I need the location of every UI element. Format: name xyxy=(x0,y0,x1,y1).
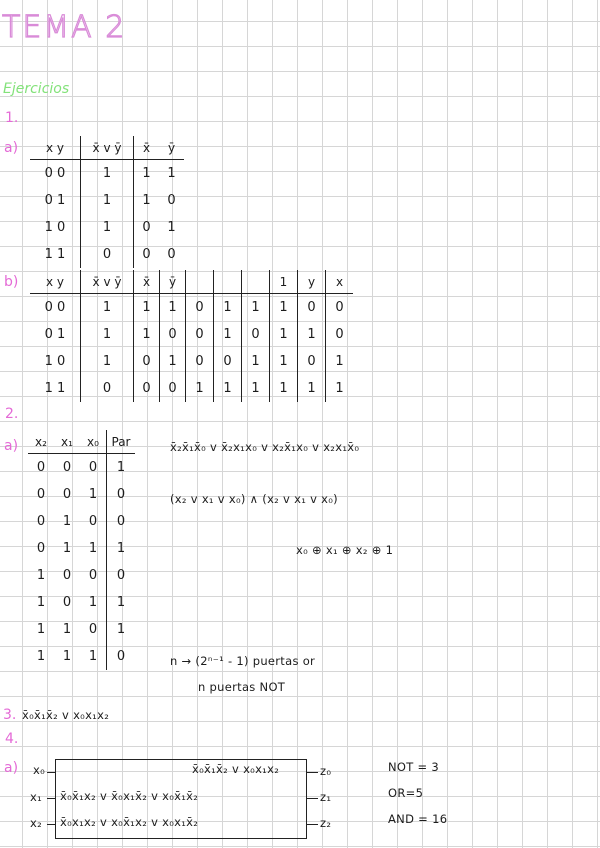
table-cell: 1 xyxy=(88,595,98,610)
table-cell: 0 xyxy=(186,321,214,348)
input-x1: x₁ xyxy=(30,790,43,804)
table-header-cell: x̄ v ȳ xyxy=(81,270,134,294)
table-cell: 0 xyxy=(134,375,160,402)
maxterm-formula: (x₂ v x₁ v x₀) ∧ (x₂ v x₁ v x₀) xyxy=(170,492,338,506)
table-cell: 1 xyxy=(167,166,176,181)
table-cell: 0 xyxy=(186,348,214,375)
table-cell: 0 xyxy=(107,481,136,508)
table-cell: 1 xyxy=(62,622,72,637)
exercise-3-number: 3. xyxy=(3,707,17,723)
table-cell: 1 xyxy=(134,321,160,348)
truth-table-1b xyxy=(30,270,353,402)
table-cell: 1 xyxy=(214,321,242,348)
table-header-cell: x y xyxy=(30,136,81,160)
output-wire-0 xyxy=(306,772,318,773)
gates-note-not: n puertas NOT xyxy=(198,680,286,694)
table-header-cell: ȳ xyxy=(159,136,184,160)
table-cell: 0 xyxy=(62,595,72,610)
table-header-cell: x̄ xyxy=(134,270,160,294)
table-row xyxy=(30,160,184,188)
table-cell: 1 xyxy=(242,294,270,322)
exercise-2a-label: a) xyxy=(4,438,19,454)
table-cell: 1 xyxy=(81,348,134,375)
table-cell: 1 xyxy=(134,187,160,214)
table-cell: 1 xyxy=(81,187,134,214)
page-title: TEMA 2 xyxy=(2,10,127,45)
table-cell: 0 xyxy=(214,348,242,375)
table-cell: 0 xyxy=(36,514,46,529)
table-cell: 0 xyxy=(134,214,160,241)
table-header-cell: Par xyxy=(107,430,136,454)
gates-note-or: n → (2ⁿ⁻¹ - 1) puertas or xyxy=(170,654,316,668)
table-cell: 0 xyxy=(88,460,98,475)
table-cell: 0 xyxy=(298,348,326,375)
table-cell: 0 xyxy=(167,247,176,262)
table-header-cell: 1 xyxy=(270,270,298,294)
circuit-expr-z1: x̄₀x̄₁x₂ v x̄₀x₁x̄₂ v x₀x̄₁x̄₂ xyxy=(60,789,199,803)
table-cell: 0 xyxy=(107,562,136,589)
table-cell: 1 xyxy=(107,616,136,643)
table-cell: 1 xyxy=(298,321,326,348)
table-cell: 1 xyxy=(107,535,136,562)
output-z0: z₀ xyxy=(320,764,332,778)
exercise-1b-label: b) xyxy=(4,274,19,290)
table-row xyxy=(28,454,135,482)
table-cell: 1 xyxy=(167,220,176,235)
table-header-cell: x̄ v ȳ xyxy=(81,136,134,160)
table-cell: 0 xyxy=(36,487,46,502)
count-not: NOT = 3 xyxy=(388,760,440,774)
table-cell: 0 xyxy=(160,375,186,402)
table-row xyxy=(30,321,353,348)
table-cell: 0 xyxy=(134,241,160,268)
table-cell: 1 xyxy=(88,649,98,664)
input-x0: x₀ xyxy=(33,763,46,777)
exercise-4a-label: a) xyxy=(4,760,19,776)
table-row xyxy=(30,294,353,322)
table-cell: 0 xyxy=(134,348,160,375)
table-cell: 1 xyxy=(186,375,214,402)
circuit-expr-z0: x̄₀x̄₁x̄₂ v x₀x₁x₂ xyxy=(192,762,280,776)
table-header-cell xyxy=(186,270,214,294)
table-cell: 0 xyxy=(36,541,46,556)
table-cell: 0 xyxy=(242,321,270,348)
table-cell: 1 xyxy=(214,294,242,322)
table-cell: 0 xyxy=(62,487,72,502)
table-cell: 1 xyxy=(270,321,298,348)
output-wire-2 xyxy=(306,824,318,825)
table-cell: 1 xyxy=(270,375,298,402)
table-cell: 1 xyxy=(81,160,134,188)
truth-table-2a xyxy=(28,430,135,670)
table-cell: 0 xyxy=(36,460,46,475)
table-header-cell xyxy=(242,270,270,294)
table-cell: 1 xyxy=(326,348,354,375)
table-row xyxy=(28,508,135,535)
table-cell: 1 0 xyxy=(44,354,66,369)
table-cell: 1 xyxy=(134,294,160,322)
table-cell: 0 xyxy=(298,294,326,322)
table-cell: 1 xyxy=(88,487,98,502)
table-row xyxy=(30,348,353,375)
table-cell: 1 xyxy=(88,541,98,556)
table-cell: 1 xyxy=(107,454,136,482)
table-cell: 1 xyxy=(62,541,72,556)
table-cell: 0 xyxy=(326,294,354,322)
exercise-3-formula: x̄₀x̄₁x̄₂ v x₀x₁x₂ xyxy=(22,708,110,722)
table-header-cell: x̄ xyxy=(134,136,160,160)
table-cell: 0 xyxy=(81,375,134,402)
exercise-2-number: 2. xyxy=(5,406,19,422)
count-and: AND = 16 xyxy=(388,812,448,826)
table-row xyxy=(28,643,135,670)
table-row xyxy=(28,562,135,589)
table-header-cell: y xyxy=(298,270,326,294)
table-cell: 0 xyxy=(186,294,214,322)
circuit-expr-z2: x̄₀x₁x₂ v x₀x̄₁x₂ v x₀x₁x̄₂ xyxy=(60,815,199,829)
table-cell: 1 xyxy=(36,649,46,664)
table-header-cell xyxy=(214,270,242,294)
table-cell: 1 xyxy=(270,348,298,375)
table-cell: 1 xyxy=(298,375,326,402)
table-cell: 1 xyxy=(242,375,270,402)
table-row xyxy=(30,214,184,241)
minterm-formula: x̄₂x̄₁x̄₀ v x̄₂x₁x₀ v x₂x̄₁x₀ v x₂x₁x̄₀ xyxy=(170,440,360,454)
table-header-cell: x₀ xyxy=(80,430,107,454)
xor-formula: x₀ ⊕ x₁ ⊕ x₂ ⊕ 1 xyxy=(296,543,394,557)
output-z1: z₁ xyxy=(320,790,332,804)
table-cell: 0 xyxy=(81,241,134,268)
table-cell: 0 xyxy=(107,508,136,535)
table-header-cell: x y xyxy=(30,270,81,294)
table-row xyxy=(28,616,135,643)
table-cell: 0 xyxy=(167,193,176,208)
table-cell: 1 xyxy=(160,294,186,322)
input-x2: x₂ xyxy=(30,816,43,830)
section-subtitle: Ejercicios xyxy=(3,81,70,97)
table-cell: 1 xyxy=(81,321,134,348)
table-cell: 1 xyxy=(62,514,72,529)
table-cell: 1 xyxy=(214,375,242,402)
table-cell: 1 0 xyxy=(44,220,66,235)
table-row xyxy=(30,375,353,402)
table-cell: 1 xyxy=(36,622,46,637)
table-cell: 1 1 xyxy=(44,381,66,396)
table-row xyxy=(30,187,184,214)
table-row xyxy=(28,535,135,562)
output-z2: z₂ xyxy=(320,816,332,830)
table-row xyxy=(28,481,135,508)
table-header-cell: x₁ xyxy=(54,430,80,454)
exercise-1-number: 1. xyxy=(5,110,19,126)
table-cell: 1 xyxy=(160,348,186,375)
table-cell: 0 xyxy=(326,321,354,348)
table-cell: 1 xyxy=(107,589,136,616)
table-header-cell: x₂ xyxy=(28,430,54,454)
table-cell: 0 xyxy=(88,514,98,529)
truth-table-1a xyxy=(30,136,184,268)
table-row xyxy=(28,589,135,616)
table-cell: 1 xyxy=(81,214,134,241)
count-or: OR=5 xyxy=(388,786,424,800)
output-wire-1 xyxy=(306,798,318,799)
table-cell: 1 xyxy=(326,375,354,402)
table-cell: 0 xyxy=(107,643,136,670)
table-cell: 0 xyxy=(160,321,186,348)
table-cell: 1 xyxy=(134,160,160,188)
table-cell: 1 xyxy=(270,294,298,322)
table-cell: 1 xyxy=(36,595,46,610)
table-cell: 1 1 xyxy=(44,247,66,262)
exercise-4-number: 4. xyxy=(5,731,19,747)
table-row xyxy=(30,241,184,268)
table-cell: 1 xyxy=(36,568,46,583)
table-cell: 1 xyxy=(242,348,270,375)
table-cell: 0 xyxy=(88,568,98,583)
table-cell: 0 1 xyxy=(44,193,66,208)
table-header-cell: x xyxy=(326,270,354,294)
table-cell: 1 xyxy=(81,294,134,322)
table-cell: 0 xyxy=(88,622,98,637)
table-header-cell: ȳ xyxy=(160,270,186,294)
table-cell: 0 xyxy=(62,568,72,583)
table-cell: 0 0 xyxy=(44,166,66,181)
table-cell: 1 xyxy=(62,649,72,664)
table-cell: 0 1 xyxy=(44,327,66,342)
exercise-1a-label: a) xyxy=(4,140,19,156)
table-cell: 0 xyxy=(62,460,72,475)
table-cell: 0 0 xyxy=(44,300,66,315)
